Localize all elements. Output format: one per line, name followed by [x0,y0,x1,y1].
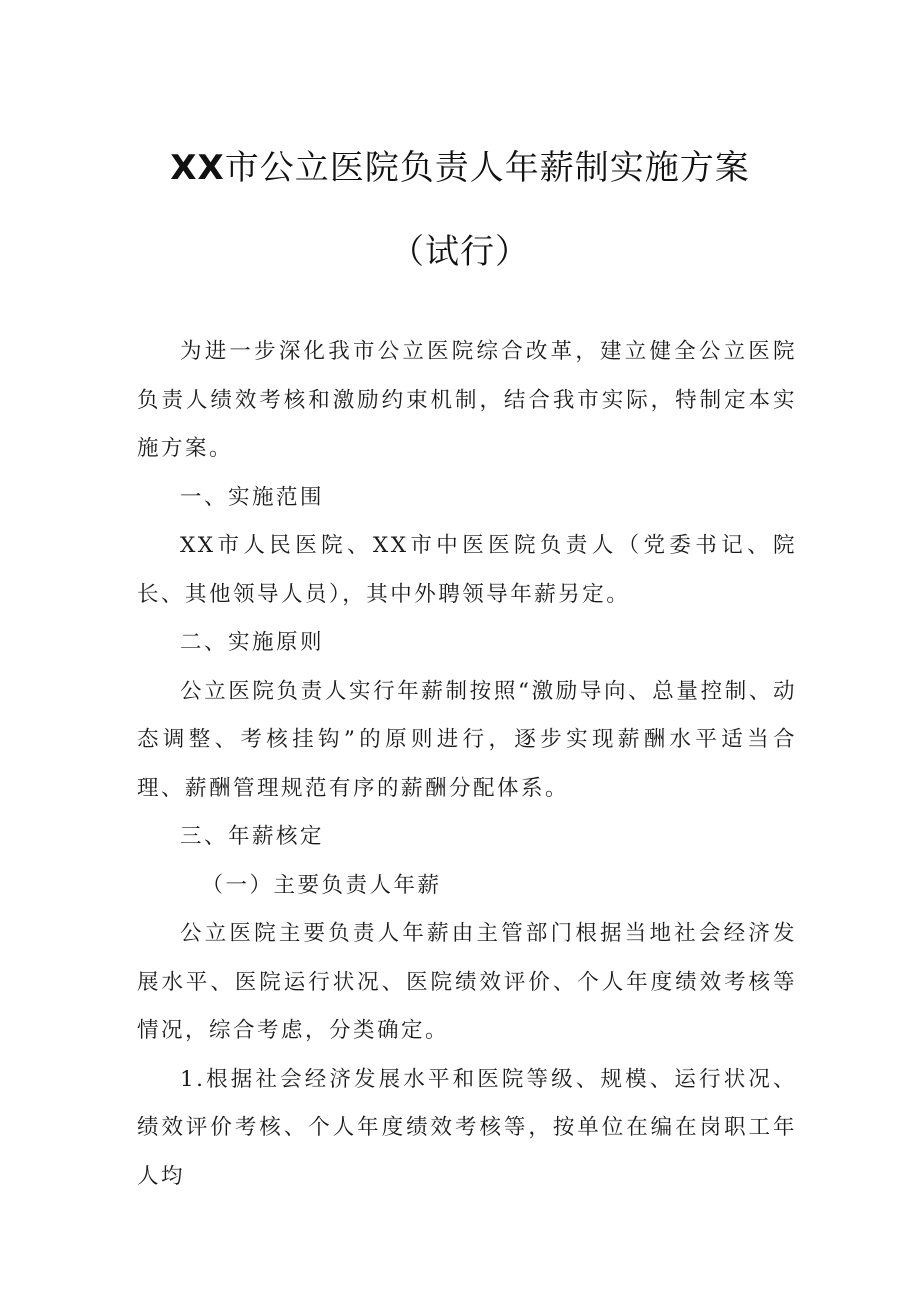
document-subtitle: （试行） [390,232,530,272]
scope-paragraph: XX市人民医院、XX市中医医院负责人（党委书记、院长、其他领导人员），其中外聘领导年薪另定。 [137,533,797,607]
document-title [0,140,920,189]
subsection-heading-main-leader: （一）主要负责人年薪 [201,872,442,898]
intro-paragraph: 为进一步深化我市公立医院综合改革，建立健全公立医院负责人绩效考核和激励约束机制，结合我市实际，特制定本实施方案。 [137,339,797,461]
main-leader-paragraph: 公立医院主要负责人年薪由主管部门根据当地社会经济发展水平、医院运行状况、医院绩效评价、个人年度绩效考核等情况，综合考虑，分类确定。 [137,921,797,1043]
principles-paragraph: 公立医院负责人实行年薪制按照“激励导向、总量控制、动态调整、考核挂钩”的原则进行，逐步实现薪酬水平适当合理、薪酬管理规范有序的薪酬分配体系。 [137,678,797,801]
item-1-paragraph: 1.根据社会经济发展水平和医院等级、规模、运行状况、绩效评价考核、个人年度绩效考核等，按单位在编在岗职工年人均 [137,1066,797,1189]
section-heading-salary: 三、年薪核定 [180,824,325,849]
section-heading-principles: 二、实施原则 [180,630,325,655]
document-body [137,328,797,1201]
section-heading-scope: 一、实施范围 [180,484,325,510]
title-text: 市公立医院负责人年薪制实施方案 [224,148,750,188]
title-prefix: XX [170,148,225,188]
